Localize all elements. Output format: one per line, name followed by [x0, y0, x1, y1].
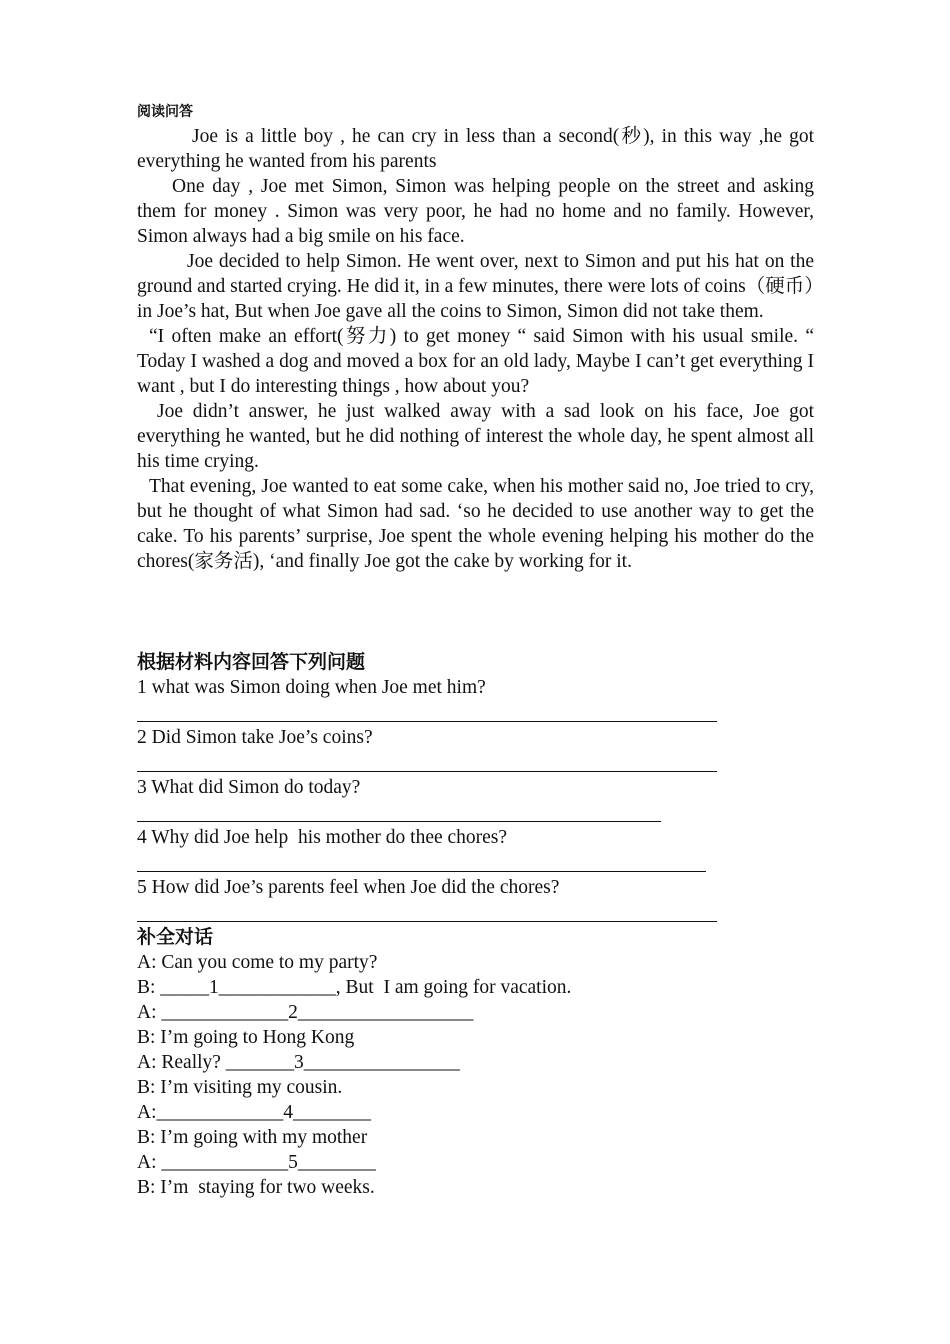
- dialogue-line: A: Really? _______3________________: [137, 1052, 460, 1073]
- dialogue-line: A:_____________4________: [137, 1102, 371, 1123]
- answer-line-3[interactable]: [137, 800, 814, 825]
- dialogue-line: B: _____1____________, But I am going for vacation.: [137, 977, 572, 998]
- question-4: 4 Why did Joe help his mother do thee chores?: [137, 827, 508, 848]
- dialogue-line: A: _____________2__________________: [137, 1002, 474, 1023]
- dialogue-line: B: I’m visiting my cousin.: [137, 1077, 343, 1098]
- answer-line-2[interactable]: [137, 750, 814, 775]
- question-1: 1 what was Simon doing when Joe met him?: [137, 677, 486, 698]
- reading-paragraph: Joe decided to help Simon. He went over, next to Simon and put his hat on the ground and started crying. He did it, in a few minutes, there were lots of coins（硬币）in Joe’s hat, But when Joe gave all the coins to Simon, Simon did not take them.: [137, 251, 814, 322]
- dialogue-title: 补全对话: [137, 926, 214, 948]
- worksheet-page: [137, 100, 814, 1200]
- question-3: 3 What did Simon do today?: [137, 777, 361, 798]
- dialogue-line: B: I’m going to Hong Kong: [137, 1027, 355, 1048]
- answer-line-4[interactable]: [137, 850, 814, 875]
- dialogue-line: B: I’m staying for two weeks.: [137, 1177, 375, 1198]
- dialogue-line: B: I’m going with my mother: [137, 1127, 368, 1148]
- section-spacer: [137, 574, 814, 650]
- reading-paragraph: Joe didn’t answer, he just walked away with a sad look on his face, Joe got everything he wanted, but he did nothing of interest the whole day, he spent almost all his time crying.: [137, 401, 814, 472]
- reading-heading: 阅读问答: [137, 104, 193, 120]
- answer-line-5[interactable]: [137, 900, 814, 925]
- dialogue-line: A: _____________5________: [137, 1152, 376, 1173]
- question-5: 5 How did Joe’s parents feel when Joe did the chores?: [137, 877, 560, 898]
- reading-paragraph: One day , Joe met Simon, Simon was helping people on the street and asking them for money . Simon was very poor, he had no home and no family. However, Simon always had a big smile on his face.: [137, 176, 814, 247]
- reading-paragraph: “I often make an effort(努力) to get money “ said Simon with his usual smile. “ Today I washed a dog and moved a box for an old lady, Maybe I can’t get everything I want , but I do interesting things , how about you?: [137, 326, 814, 397]
- question-2: 2 Did Simon take Joe’s coins?: [137, 727, 373, 748]
- answer-line-1[interactable]: [137, 700, 814, 725]
- dialogue-line: A: Can you come to my party?: [137, 952, 378, 973]
- reading-paragraph: That evening, Joe wanted to eat some cake, when his mother said no, Joe tried to cry, but he thought of what Simon had sad. ‘so he decided to use another way to get the cake. To his parents’ surprise, Joe spent the whole evening helping his mother do the chores(家务活), ‘and finally Joe got the cake by working for it.: [137, 476, 814, 572]
- reading-paragraph: Joe is a little boy , he can cry in less than a second(秒), in this way ,he got everything he wanted from his parents: [137, 126, 814, 172]
- questions-title: 根据材料内容回答下列问题: [137, 651, 366, 673]
